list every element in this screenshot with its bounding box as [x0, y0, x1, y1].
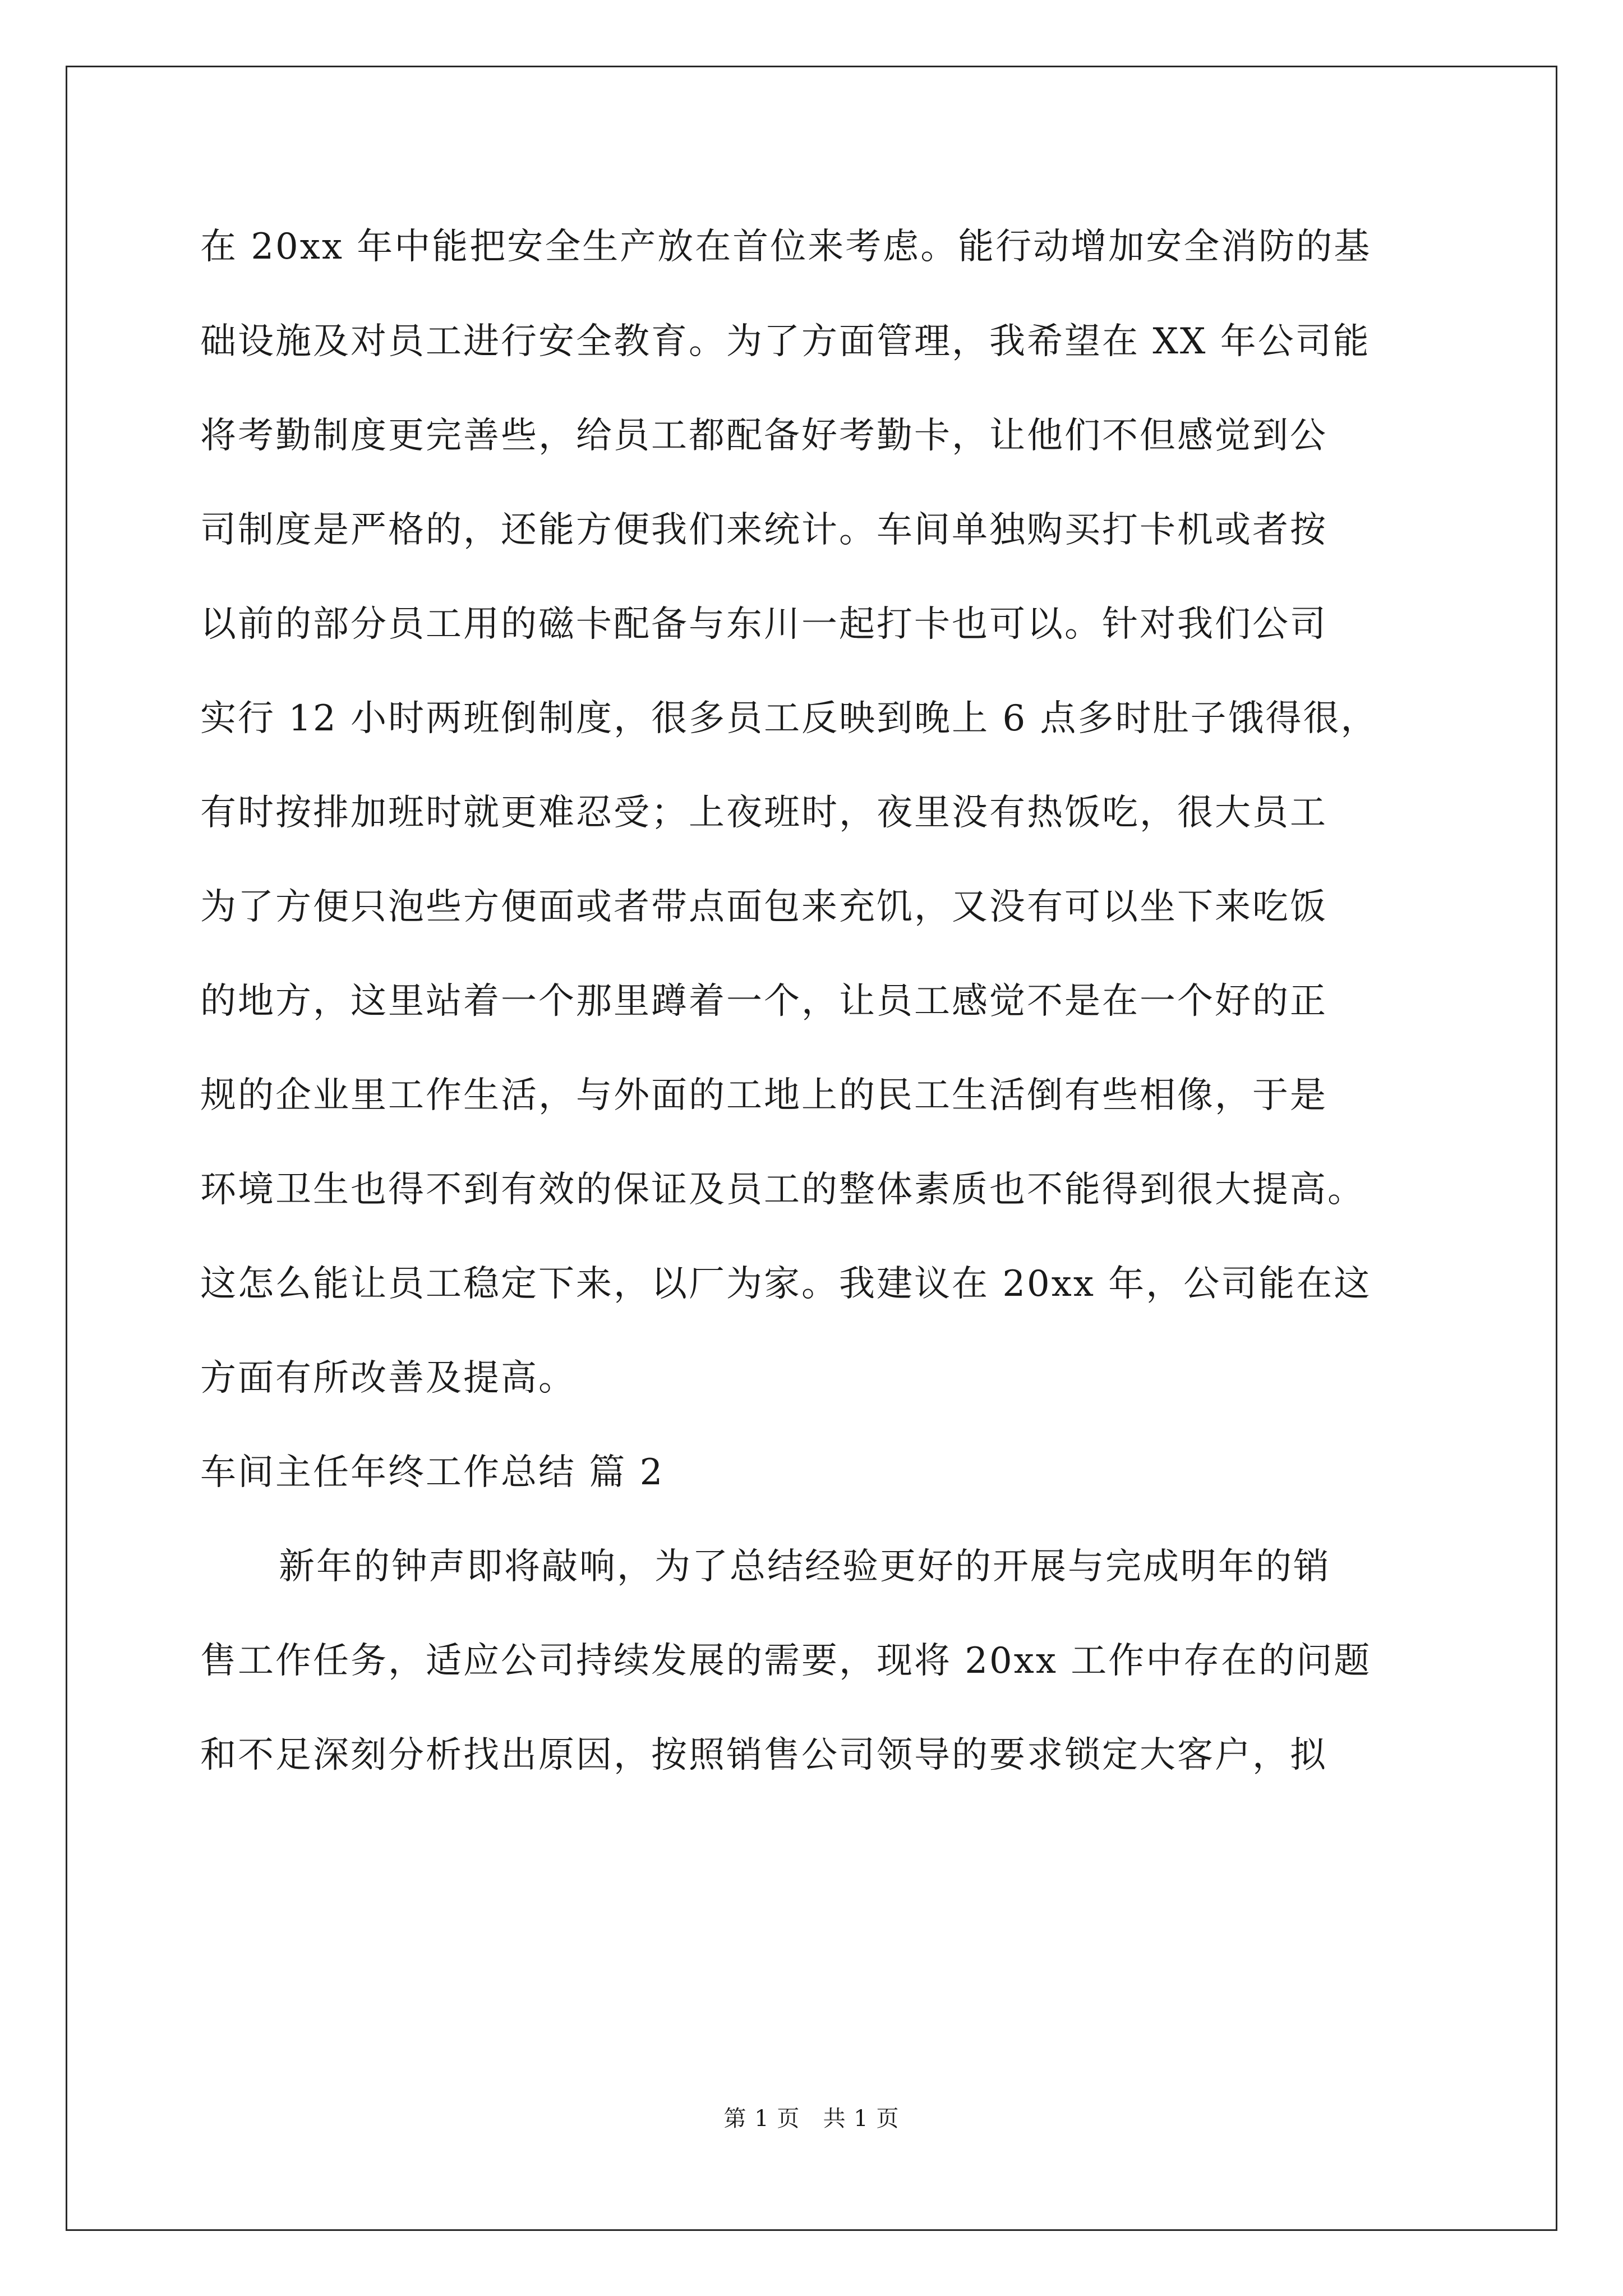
body-line: 有时按排加班时就更难忍受；上夜班时，夜里没有热饭吃，很大员工 [200, 792, 1327, 834]
section-line: 和不足深刻分析找出原因，按照销售公司领导的要求锁定大客户，拟 [200, 1734, 1327, 1776]
body-line: 方面有所改善及提高。 [200, 1358, 576, 1399]
body-line: 规的企业里工作生活，与外面的工地上的民工生活倒有些相像，于是 [200, 1075, 1327, 1116]
page-number-label: 第 1 页 共 1 页 [723, 2106, 900, 2132]
body-line: 在 20xx 年中能把安全生产放在首位来考虑。能行动增加安全消防的基 [200, 226, 1372, 268]
section-line: 售工作任务，适应公司持续发展的需要，现将 20xx 工作中存在的问题 [200, 1640, 1372, 1682]
body-line: 这怎么能让员工稳定下来，以厂为家。我建议在 20xx 年，公司能在这 [200, 1263, 1372, 1305]
body-line: 为了方便只泡些方便面或者带点面包来充饥，又没有可以坐下来吃饭 [200, 886, 1327, 928]
body-line: 将考勤制度更完善些，给员工都配备好考勤卡，让他们不但感觉到公 [200, 415, 1327, 457]
body-line: 环境卫生也得不到有效的保证及员工的整体素质也不能得到很大提高。 [200, 1169, 1365, 1211]
section-heading: 车间主任年终工作总结 篇 2 [200, 1452, 665, 1493]
section-line: 新年的钟声即将敲响，为了总结经验更好的开展与完成明年的销 [279, 1546, 1331, 1588]
page-footer [0, 2101, 1623, 2133]
body-line: 以前的部分员工用的磁卡配备与东川一起打卡也可以。针对我们公司 [200, 604, 1327, 645]
body-line: 的地方，这里站着一个那里蹲着一个，让员工感觉不是在一个好的正 [200, 981, 1327, 1022]
body-line: 础设施及对员工进行安全教育。为了方面管理，我希望在 XX 年公司能 [200, 321, 1371, 362]
body-line: 实行 12 小时两班倒制度，很多员工反映到晚上 6 点多时肚子饿得很， [200, 698, 1378, 739]
page-border [66, 66, 1557, 2231]
body-line: 司制度是严格的，还能方便我们来统计。车间单独购买打卡机或者按 [200, 509, 1327, 551]
